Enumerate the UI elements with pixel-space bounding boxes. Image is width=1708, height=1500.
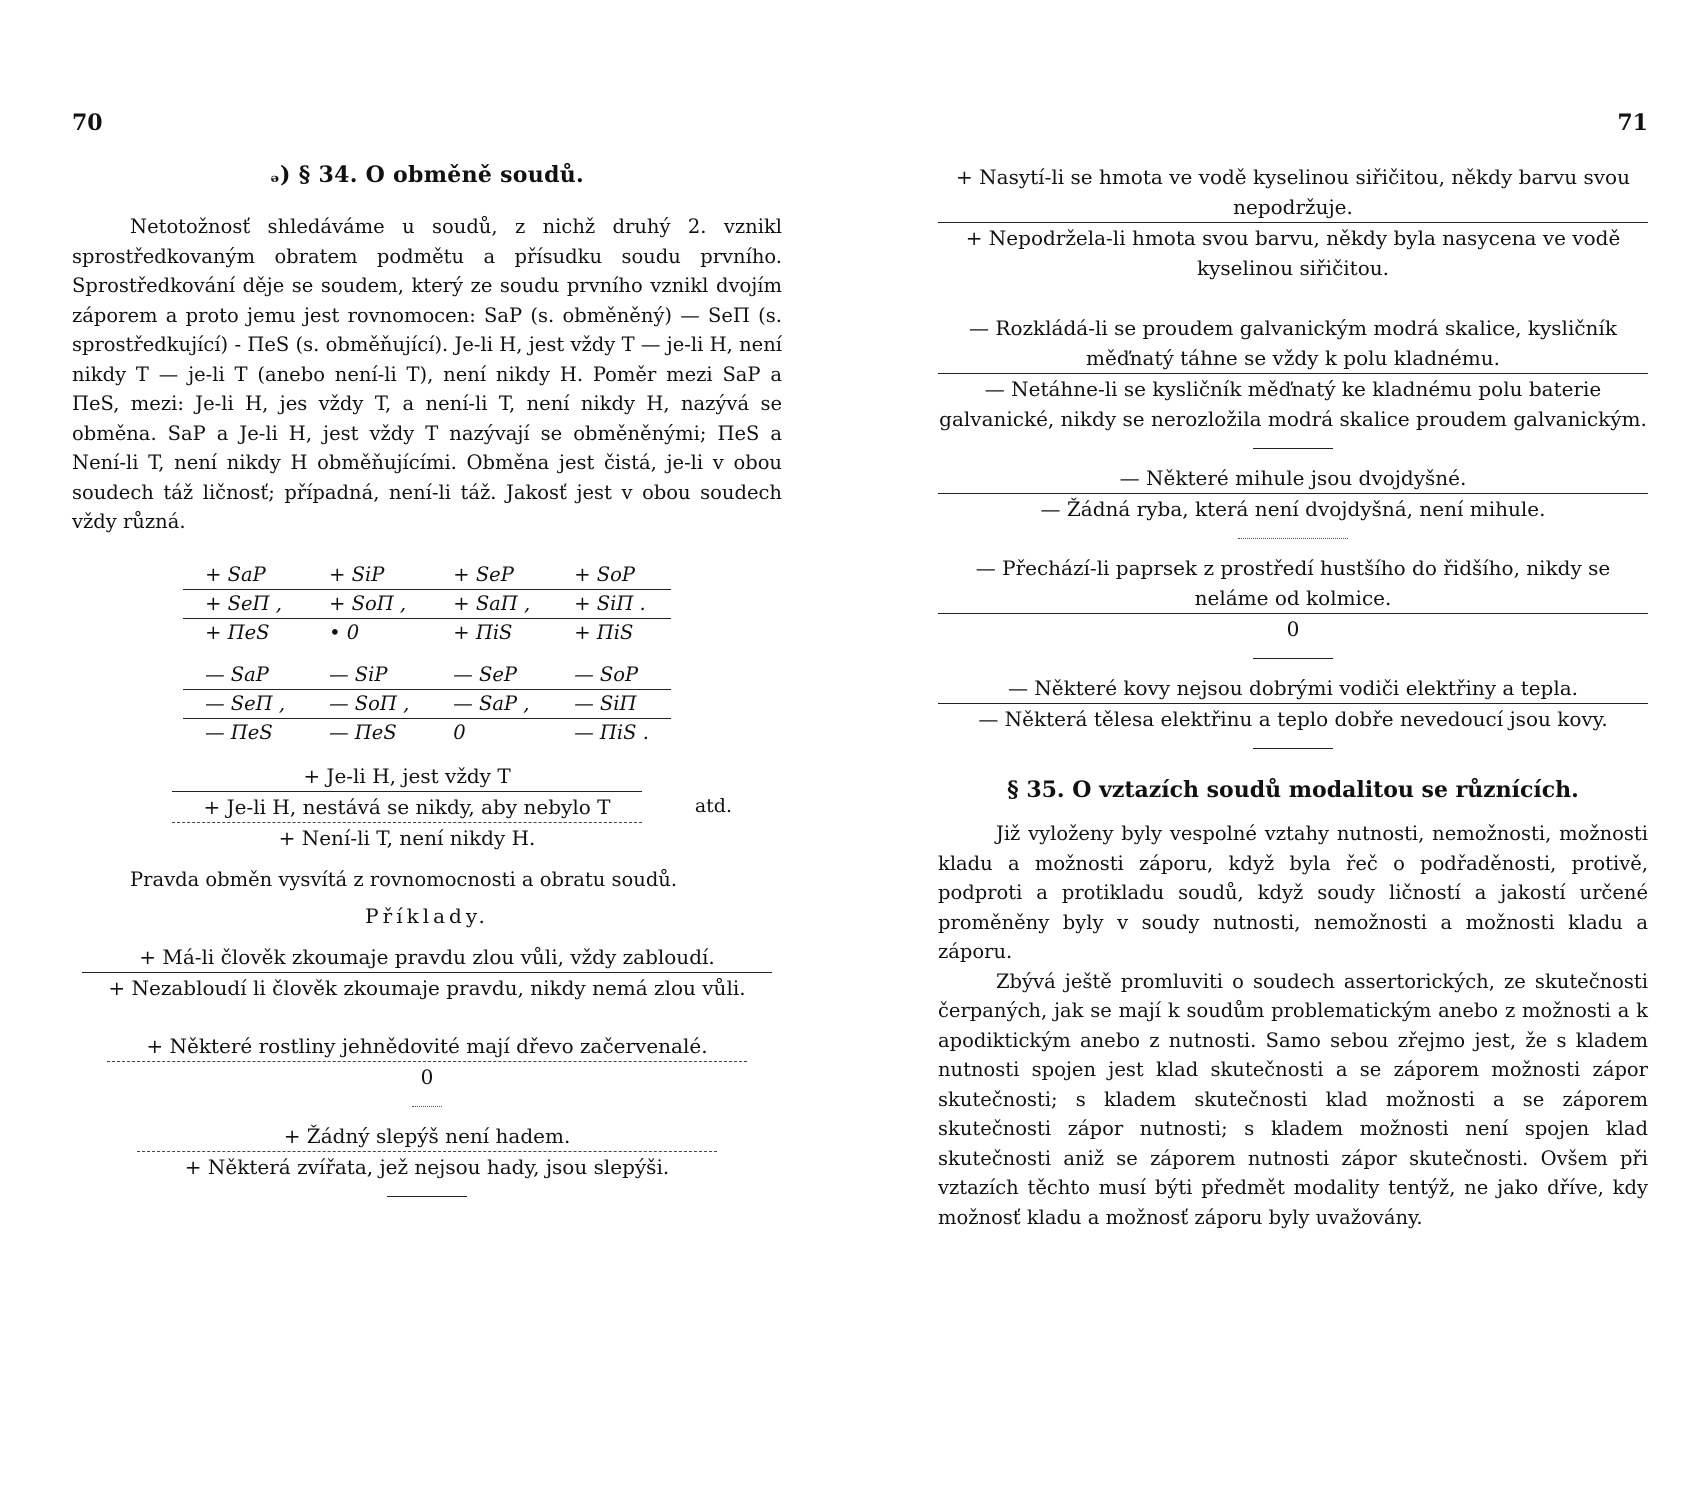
- left-page: [72, 110, 782, 1211]
- table-cell: — ПiS .: [574, 721, 649, 744]
- example-line: — Netáhne-li se kysličník měďnatý ke kladnému polu baterie galvanické, nikdy se nerozložila modrá skalice proudem galvanickým.: [939, 377, 1647, 431]
- page-number-right: 71: [1617, 110, 1648, 136]
- example-line: — Rozkládá-li se proudem galvanickým modrá skalice, kysličník měďnatý táhne se vždy k polu kladnému.: [938, 313, 1648, 374]
- table-cell: + ПiS: [574, 621, 634, 644]
- example-line: 0: [1286, 617, 1300, 641]
- page-number-left: 70: [72, 110, 103, 136]
- table-cell: — ПeS: [205, 721, 273, 744]
- table-cell: + SaП ,: [431, 589, 552, 618]
- example-block: [72, 761, 782, 853]
- divider: [1238, 538, 1348, 539]
- table-cell: — SeП ,: [183, 689, 307, 718]
- example-line: + Je-li H, nestává se nikdy, aby nebylo T: [172, 792, 642, 823]
- example-line: + Není-li T, není nikdy H.: [278, 825, 536, 850]
- divider: [1253, 658, 1333, 659]
- example-line: — Některá tělesa elektřinu a teplo dobře nevedoucí jsou kovy.: [978, 707, 1608, 731]
- section-heading-34: ₔ) § 34. O obměně soudů.: [269, 162, 585, 188]
- atd-label: atd.: [694, 794, 732, 817]
- table-cell: + ПeS: [205, 621, 270, 644]
- example-line: + Některé rostliny jehnědovité mají dřevo začervenalé.: [107, 1031, 747, 1062]
- table-cell: — SiP: [307, 661, 431, 690]
- example-line: — Některé mihule jsou dvojdyšné.: [938, 463, 1648, 494]
- divider: [1253, 748, 1333, 749]
- section-heading-35: § 35. O vztazích soudů modalitou se různících.: [1007, 777, 1579, 803]
- example-line: + Některá zvířata, jež nejsou hady, jsou slepýši.: [184, 1155, 670, 1179]
- example-line: + Nezabloudí li člověk zkoumaje pravdu, nikdy nemá zlou vůli.: [108, 976, 746, 1000]
- example-line: + Má-li člověk zkoumaje pravdu zlou vůli, vždy zabloudí.: [82, 942, 772, 973]
- paragraph: Již vyloženy byly vespolné vztahy nutnosti, nemožnosti, možnosti kladu a možnosti záporu, když byla řeč o podřaděnosti, protivě, podproti a protikladu soudů, když soudy ličností a jakostí určené proměněny byly v soudy nutnosti, nemožnosti a možnosti kladu a záporu.: [938, 822, 1648, 963]
- table-cell: — SaP: [183, 661, 307, 690]
- table-cell: — SaP ,: [431, 689, 552, 718]
- table-cell: — SoP: [552, 661, 671, 690]
- example-line: — Žádná ryba, která není dvojdyšná, není mihule.: [1040, 497, 1546, 521]
- divider: [1253, 448, 1333, 449]
- table-cell: + SeП ,: [183, 589, 307, 618]
- pravda-paragraph: Pravda obměn vysvítá z rovnomocnosti a obratu soudů.: [130, 867, 678, 891]
- right-page: [938, 110, 1648, 1232]
- paragraph: Zbývá ještě promluviti o soudech assertorických, ze skutečnosti čerpaných, jak se mají k soudům problematickým anebo z možnosti a k apodiktickým anebo z nutnosti. Samo sebou zřejmo jest, že s kladem nutnosti spojen jest klad skutečnosti a se záporem možnosti zápor skutečnosti; s kladem skutečnosti klad možnosti a se záporem skutečnosti zápor nutnosti; s kladem možnosti není spojen klad skutečnosti aniž se záporem nutnosti zápor skutečnosti. Ovšem při vztazích těchto musí býti předmět modality tentýž, ne jako dříve, kdy možnosť kladu a možnosť záporu byly uvažovány.: [938, 969, 1648, 1229]
- table-cell: + SoП ,: [307, 589, 431, 618]
- priklady-heading: Příklady.: [365, 904, 489, 928]
- example-line: + Nasytí-li se hmota ve vodě kyselinou siřičitou, někdy barvu svou nepodržuje.: [938, 162, 1648, 223]
- table-cell: + SaP: [183, 561, 307, 590]
- plus-table: [183, 561, 671, 747]
- table-cell: 0: [453, 721, 466, 744]
- table-cell: + SiП .: [552, 589, 671, 618]
- example-line: + Je-li H, jest vždy T: [172, 761, 642, 792]
- intro-paragraph: Netotožnosť shledáváme u soudů, z nichž druhý 2. vznikl sprostředkovaným obratem podmětu a přísudku soudu prvního. Sprostředkování děje se soudem, který ze soudu prvního vznikl dvojím záporem a proto jemu jest rovnomocen: SaP (s. obměněný) — SeП (s. sprostředkující) - ПeS (s. obměňující). Je-li H, jest vždy T — je-li H, není nikdy T — je-li T (anebo není-li T), není nikdy H. Poměr mezi SaP a ПeS, mezi: Je-li H, jes vždy T, a není-li T, není nikdy H, nazývá se obměna. SaP a Je-li H, jest vždy T nazývají se obměněnými; ПeS a Není-li T, není nikdy H obměňujícími. Obměna jest čistá, je-li v obou soudech táž ličnosť; případná, není-li táž. Jakosť jest v obou soudech vždy různá.: [72, 215, 782, 533]
- table-cell: + ПiS: [453, 621, 513, 644]
- table-cell: + SoP: [552, 561, 671, 590]
- example-line: + Nepodržela-li hmota svou barvu, někdy byla nasycena ve vodě kyselinou siřičitou.: [965, 226, 1621, 280]
- table-cell: + SiP: [307, 561, 431, 590]
- example-line: — Přechází-li paprsek z prostředí hustšího do řidšího, nikdy se neláme od kolmice.: [938, 553, 1648, 614]
- example-line: 0: [420, 1065, 434, 1089]
- example-line: — Některé kovy nejsou dobrými vodiči elektřiny a tepla.: [938, 673, 1648, 704]
- table-cell: — ПeS: [329, 721, 397, 744]
- divider: [387, 1196, 467, 1197]
- example-line: + Žádný slepýš není hadem.: [137, 1121, 717, 1152]
- divider: [412, 1106, 442, 1107]
- table-cell: — SoП ,: [307, 689, 431, 718]
- table-cell: + SeP: [431, 561, 552, 590]
- table-cell: — SeP: [431, 661, 552, 690]
- table-cell: — SiП: [552, 689, 671, 718]
- table-cell: • 0: [329, 621, 360, 644]
